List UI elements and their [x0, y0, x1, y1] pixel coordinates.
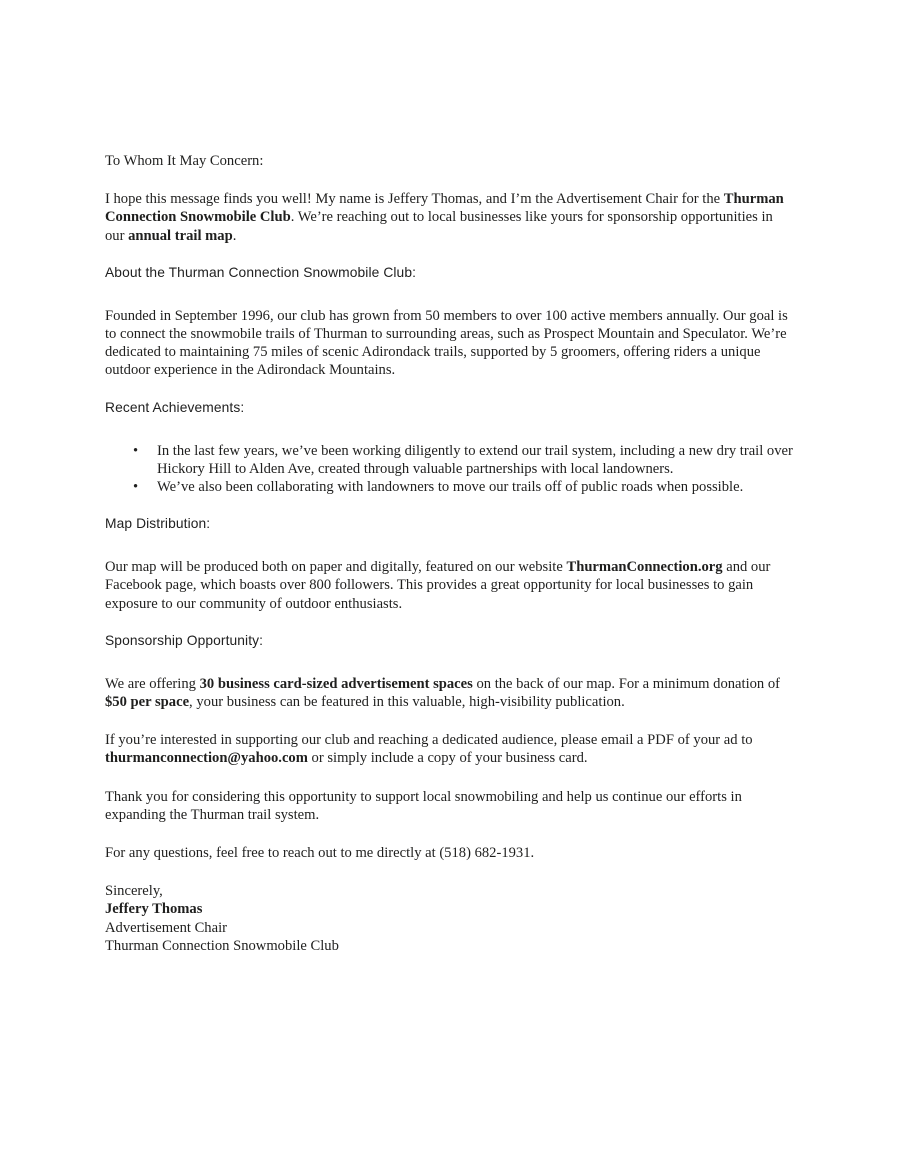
bullet-item: • We’ve also been collaborating with landowners to move our trails off of public roads when possible.	[157, 478, 793, 496]
questions-paragraph: For any questions, feel free to reach out to me directly at (518) 682-1931.	[105, 845, 535, 862]
intro-paragraph: I hope this message finds you well! My name is Jeffery Thomas, and I’m the Advertisement Chair for the Thurman Connection Snowmobile Club. We’re reaching out to local businesses like yours for sponsorship opportunities in our annual trail map.	[105, 191, 784, 244]
about-paragraph: Founded in September 1996, our club has grown from 50 members to over 100 active members annually. Our goal is to connect the snowmobile trails of Thurman to surrounding areas, such as Prospect Mountain and Speculator. We’re dedicated to maintaining 75 miles of scenic Adirondack trails, supported by 5 groomers, offering riders a unique outdoor experience in the Adirondack Mountains.	[105, 307, 788, 379]
sponsorship-paragraph: We are offering 30 business card-sized advertisement spaces on the back of our map. For a minimum donation of $50 per space, your business can be featured in this valuable, high-visibility publication.	[105, 675, 781, 711]
achievements-heading: Recent Achievements:	[105, 399, 245, 415]
about-heading: About the Thurman Connection Snowmobile Club:	[105, 264, 417, 280]
signature-title: Advertisement Chair	[105, 919, 227, 936]
bullet-item: • In the last few years, we’ve been working diligently to extend our trail system, including a new dry trail over Hickory Hill to Alden Ave, created through valuable partnerships with local landowners.	[157, 442, 793, 478]
distribution-paragraph: Our map will be produced both on paper and digitally, featured on our website ThurmanConnection.org and our Facebook page, which boasts over 800 followers. This provides a great opportunity for local businesses to gain exposure to our community of outdoor enthusiasts.	[105, 559, 771, 612]
signature-organization: Thurman Connection Snowmobile Club	[105, 937, 339, 954]
achievements-list	[105, 442, 793, 497]
signature-block	[105, 882, 793, 955]
sponsorship-heading: Sponsorship Opportunity:	[105, 632, 264, 648]
distribution-heading: Map Distribution:	[105, 516, 211, 532]
salutation: To Whom It May Concern:	[105, 153, 264, 169]
contact-paragraph: If you’re interested in supporting our club and reaching a dedicated audience, please email a PDF of your ad to thurmanconnection@yahoo.com or simply include a copy of your business card.	[105, 732, 753, 767]
signature-name: Jeffery Thomas	[105, 901, 203, 918]
thanks-paragraph: Thank you for considering this opportunity to support local snowmobiling and help us continue our efforts in expanding the Thurman trail system.	[105, 788, 742, 823]
signature-closing: Sincerely,	[105, 883, 163, 900]
